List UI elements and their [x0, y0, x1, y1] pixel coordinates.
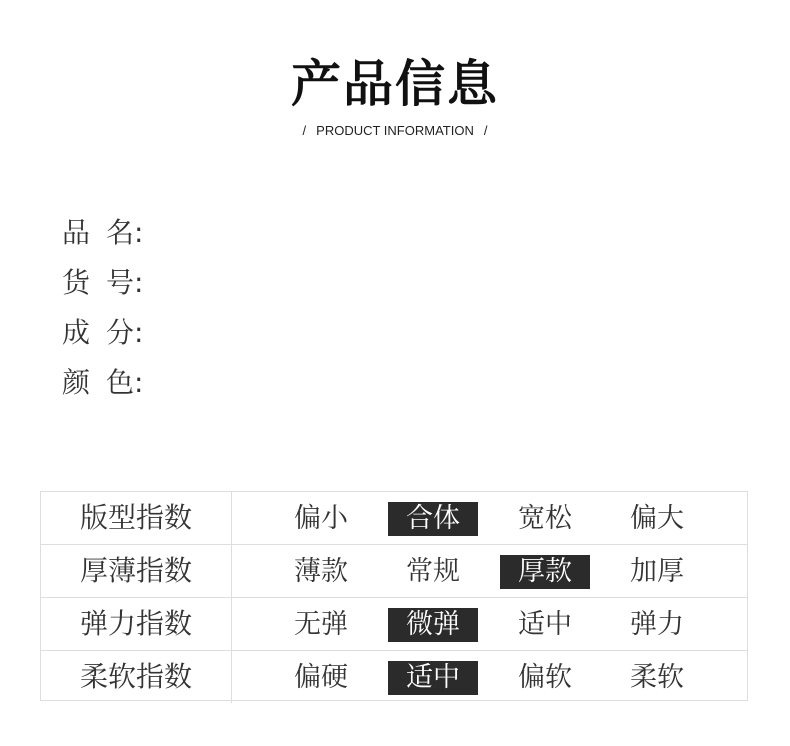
page-title: 产品信息 [291, 55, 499, 113]
index-option: 无弹 [294, 609, 348, 640]
info-label-char: 色 [106, 366, 135, 399]
index-label: 厚薄指数 [41, 545, 232, 597]
info-colon: : [134, 316, 144, 349]
info-row-name [62, 210, 143, 260]
index-option: 弹力 [630, 609, 684, 640]
info-row-material [62, 310, 143, 360]
index-row-softness [41, 651, 747, 704]
index-row-thickness [41, 545, 747, 598]
info-label-char: 号 [106, 266, 135, 299]
info-label-char: 货 [62, 266, 91, 299]
info-row-sku [62, 260, 143, 310]
index-option: 柔软 [630, 662, 684, 693]
index-option-selected: 合体 [388, 502, 478, 536]
info-label-char: 颜 [62, 366, 91, 399]
info-colon: : [134, 266, 144, 299]
index-label: 柔软指数 [41, 651, 232, 703]
info-label-char: 分 [106, 316, 135, 349]
index-table [40, 491, 748, 701]
index-option: 薄款 [294, 556, 348, 587]
subtitle-slash-left: / [302, 123, 307, 138]
index-row-fit [41, 492, 747, 545]
info-colon: : [134, 366, 144, 399]
index-option-selected: 微弹 [388, 608, 478, 642]
index-row-elasticity [41, 598, 747, 651]
info-label-char: 名 [106, 216, 135, 249]
index-option: 适中 [518, 609, 572, 640]
product-info-list [62, 210, 143, 410]
info-label-char: 成 [62, 316, 91, 349]
index-option: 偏大 [630, 503, 684, 534]
index-option: 加厚 [630, 556, 684, 587]
index-option-selected: 厚款 [500, 555, 590, 589]
index-option-selected: 适中 [388, 661, 478, 695]
index-label: 弹力指数 [41, 598, 232, 650]
info-row-color [62, 360, 143, 410]
subtitle-text: PRODUCT INFORMATION [316, 123, 474, 138]
info-colon: : [134, 216, 144, 249]
info-label-char: 品 [62, 216, 91, 249]
index-option: 偏软 [518, 662, 572, 693]
index-option: 常规 [406, 556, 460, 587]
index-option: 偏硬 [294, 662, 348, 693]
index-option: 偏小 [294, 503, 348, 534]
subtitle-slash-right: / [483, 123, 488, 138]
index-label: 版型指数 [41, 492, 232, 544]
index-option: 宽松 [518, 503, 572, 534]
page-subtitle [0, 122, 790, 140]
